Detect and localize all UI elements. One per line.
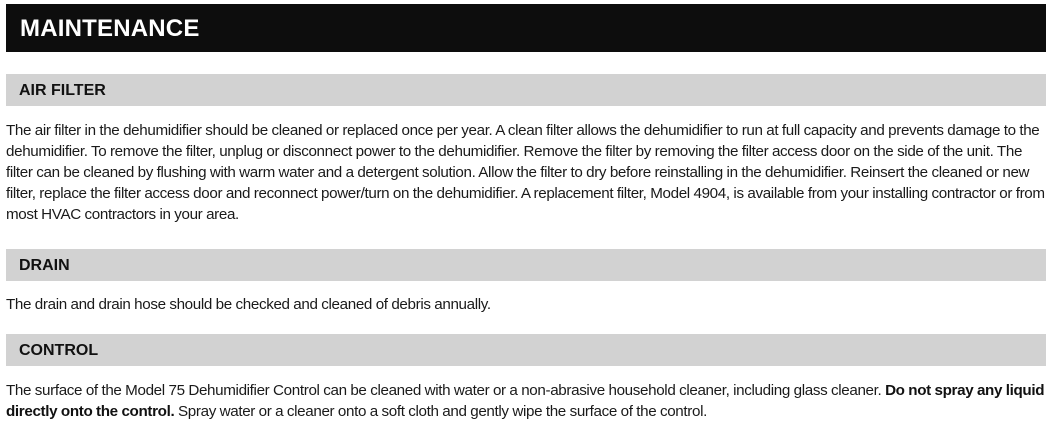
control-paragraph xyxy=(6,380,1046,422)
air-filter-paragraph: The air filter in the dehumidifier should be cleaned or replaced once per year. A clean filter allows the dehumidifier to run at full capacity and prevents damage to the dehumidifier. To remove the filter, unplug or disconnect power to the dehumidifier. Remove the filter by removing the filter access door on the side of the unit. The filter can be cleaned by flushing with warm water and a detergent solution. Allow the filter to dry before reinstalling in the dehumidifier. Reinsert the cleaned or new filter, replace the filter access door and reconnect power/turn on the dehumidifier. A replacement filter, Model 4904, is available from your installing contractor or from most HVAC contractors in your area. xyxy=(6,122,1045,223)
section-title-drain: DRAIN xyxy=(19,257,70,274)
section-header-drain xyxy=(6,249,1046,281)
section-title-air-filter: AIR FILTER xyxy=(19,82,106,99)
control-paragraph-text: The surface of the Model 75 Dehumidifier Control can be cleaned with water or a non-abrasive household cleaner, including glass cleaner. xyxy=(6,382,886,399)
section-title-control: CONTROL xyxy=(19,342,99,359)
section-header-control xyxy=(6,334,1046,366)
section-header-air-filter xyxy=(6,74,1046,106)
control-warning-text: Do not spray any liquid directly onto the control. xyxy=(6,382,1045,420)
page-title: MAINTENANCE xyxy=(20,15,200,42)
control-paragraph-text-end: Spray water or a cleaner onto a soft cloth and gently wipe the surface of the control. xyxy=(174,403,707,420)
maintenance-header xyxy=(6,4,1046,52)
drain-paragraph: The drain and drain hose should be checked and cleaned of debris annually. xyxy=(6,296,491,313)
